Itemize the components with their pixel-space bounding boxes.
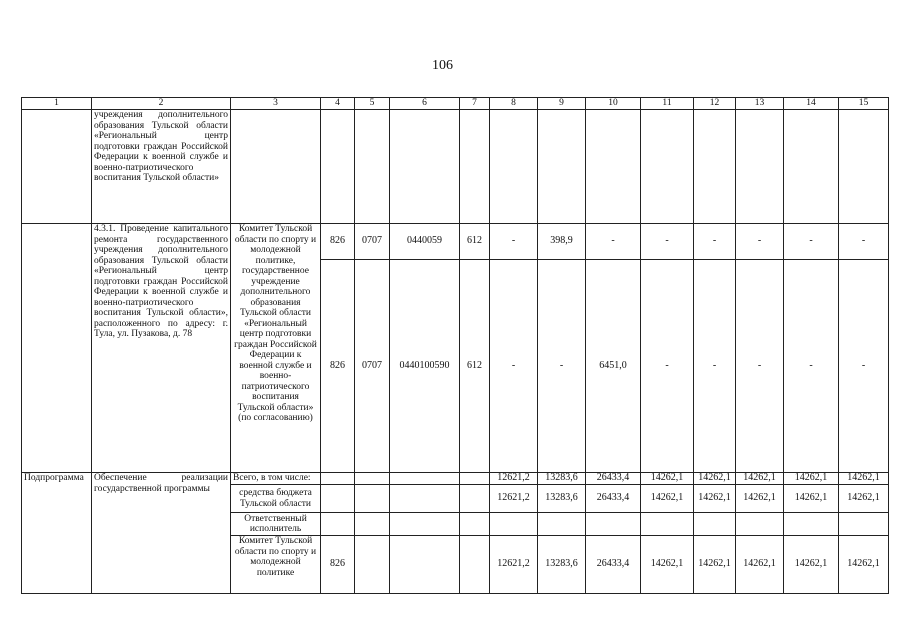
- table-cell: 14262,1: [784, 473, 839, 485]
- table-cell: 826: [321, 536, 355, 594]
- table-cell: 6451,0: [586, 260, 641, 473]
- table-cell: 0707: [355, 260, 390, 473]
- table-cell: Ответственный исполнитель: [231, 513, 321, 536]
- col-header: 4: [321, 98, 355, 110]
- table-cell: [460, 513, 490, 536]
- col-header: 11: [641, 98, 694, 110]
- table-cell: [231, 110, 321, 224]
- table-cell: Обеспечение реализации государственной программы: [92, 473, 231, 594]
- table-cell: 12621,2: [490, 536, 538, 594]
- table-cell: [390, 485, 460, 513]
- table-cell: 398,9: [538, 224, 586, 260]
- table-cell: [321, 473, 355, 485]
- table-cell: -: [490, 260, 538, 473]
- table-cell: [460, 536, 490, 594]
- table-cell: 14262,1: [641, 473, 694, 485]
- table-cell: -: [784, 224, 839, 260]
- table-cell: 0440100590: [390, 260, 460, 473]
- table-cell: -: [641, 260, 694, 473]
- col-header: 12: [694, 98, 736, 110]
- table-cell: 26433,4: [586, 485, 641, 513]
- table-cell: 14262,1: [784, 485, 839, 513]
- col-header: 14: [784, 98, 839, 110]
- table-cell: -: [641, 224, 694, 260]
- table-cell: 14262,1: [839, 473, 889, 485]
- table-cell: 14262,1: [736, 485, 784, 513]
- table-cell: [390, 110, 460, 224]
- table-cell: [641, 513, 694, 536]
- table-cell: -: [538, 260, 586, 473]
- table-cell: [490, 110, 538, 224]
- table-cell: [355, 536, 390, 594]
- table-cell: 13283,6: [538, 473, 586, 485]
- col-header: 9: [538, 98, 586, 110]
- table-cell: 14262,1: [694, 536, 736, 594]
- table-cell: -: [694, 224, 736, 260]
- col-header: 15: [839, 98, 889, 110]
- table-row: [22, 473, 889, 485]
- table-cell: Комитет Тульской области по спорту и молодежной политике: [231, 536, 321, 594]
- table-cell: [784, 513, 839, 536]
- table-cell: 13283,6: [538, 485, 586, 513]
- col-header: 10: [586, 98, 641, 110]
- table-cell: [355, 485, 390, 513]
- table-cell: -: [736, 260, 784, 473]
- table-cell: [694, 110, 736, 224]
- table-cell: [839, 110, 889, 224]
- table-cell: -: [694, 260, 736, 473]
- table-cell: [321, 485, 355, 513]
- table-cell: 14262,1: [839, 536, 889, 594]
- table-cell: 12621,2: [490, 485, 538, 513]
- table-cell: [355, 473, 390, 485]
- budget-table: [21, 97, 889, 594]
- table-cell: [321, 513, 355, 536]
- table-cell: 0707: [355, 224, 390, 260]
- table-cell: 14262,1: [641, 485, 694, 513]
- table-cell: 14262,1: [641, 536, 694, 594]
- table-cell: Подпрограмма: [22, 473, 92, 594]
- table-cell: [586, 110, 641, 224]
- table-cell: [390, 513, 460, 536]
- table-cell: Всего, в том числе:: [231, 473, 321, 485]
- table-cell: [460, 110, 490, 224]
- table-cell: [22, 224, 92, 473]
- table-cell: -: [839, 260, 889, 473]
- table-cell: [784, 110, 839, 224]
- table-cell: -: [586, 224, 641, 260]
- table-cell: 0440059: [390, 224, 460, 260]
- table-cell: 13283,6: [538, 536, 586, 594]
- table-row: [22, 224, 889, 260]
- table-cell: [22, 110, 92, 224]
- table-cell: [736, 513, 784, 536]
- col-header: 3: [231, 98, 321, 110]
- table-cell: 14262,1: [784, 536, 839, 594]
- col-header: 1: [22, 98, 92, 110]
- table-cell: 14262,1: [736, 473, 784, 485]
- table-cell: [641, 110, 694, 224]
- table-cell: 14262,1: [694, 485, 736, 513]
- table-cell: -: [736, 224, 784, 260]
- table-cell: -: [490, 224, 538, 260]
- table-cell: 826: [321, 224, 355, 260]
- table-cell: [355, 513, 390, 536]
- col-header: 7: [460, 98, 490, 110]
- col-header: 13: [736, 98, 784, 110]
- table-cell: [736, 110, 784, 224]
- table-cell: 14262,1: [694, 473, 736, 485]
- table-row: [22, 110, 889, 224]
- table-cell: 12621,2: [490, 473, 538, 485]
- table-cell: 26433,4: [586, 536, 641, 594]
- table-cell: [355, 110, 390, 224]
- table-cell: [538, 513, 586, 536]
- table-cell: [538, 110, 586, 224]
- page-number: 106: [432, 58, 453, 73]
- table-cell: 826: [321, 260, 355, 473]
- col-header: 8: [490, 98, 538, 110]
- table-cell: [839, 513, 889, 536]
- table-cell: [390, 473, 460, 485]
- col-header: 2: [92, 98, 231, 110]
- col-header: 6: [390, 98, 460, 110]
- table-cell: 4.3.1. Проведение капитального ремонта государственного учреждения дополнительного образования Тульской области «Региональный центр подготовки граждан Российской Федерации к военной службе и военно-патриотического воспитания Тульской области», расположенного по адресу: г. Тула, ул. Пузакова, д. 78: [92, 224, 231, 473]
- table-cell: учреждения дополнительного образования Тульской области «Региональный центр подготовки граждан Российской Федерации к военной службе и военно-патриотического воспитания Тульской области»: [92, 110, 231, 224]
- table-cell: [694, 513, 736, 536]
- table-cell: средства бюджета Тульской области: [231, 485, 321, 513]
- table-cell: 14262,1: [736, 536, 784, 594]
- table-cell: -: [839, 224, 889, 260]
- table-cell: 612: [460, 260, 490, 473]
- table-cell: 612: [460, 224, 490, 260]
- table-cell: [490, 513, 538, 536]
- table-cell: [586, 513, 641, 536]
- table-cell: [460, 473, 490, 485]
- table-cell: 14262,1: [839, 485, 889, 513]
- table-cell: [321, 110, 355, 224]
- col-header: 5: [355, 98, 390, 110]
- table-cell: -: [784, 260, 839, 473]
- column-header-row: [22, 98, 889, 110]
- table-cell: [460, 485, 490, 513]
- table-cell: [390, 536, 460, 594]
- table-cell: 26433,4: [586, 473, 641, 485]
- table-cell: Комитет Тульской области по спорту и молодежной политике, государственное учреждение дополнительного образования Тульской области «Региональный центр подготовки граждан Российской Федерации к военной службе и военно-патриотического воспитания Тульской области» (по согласованию): [231, 224, 321, 473]
